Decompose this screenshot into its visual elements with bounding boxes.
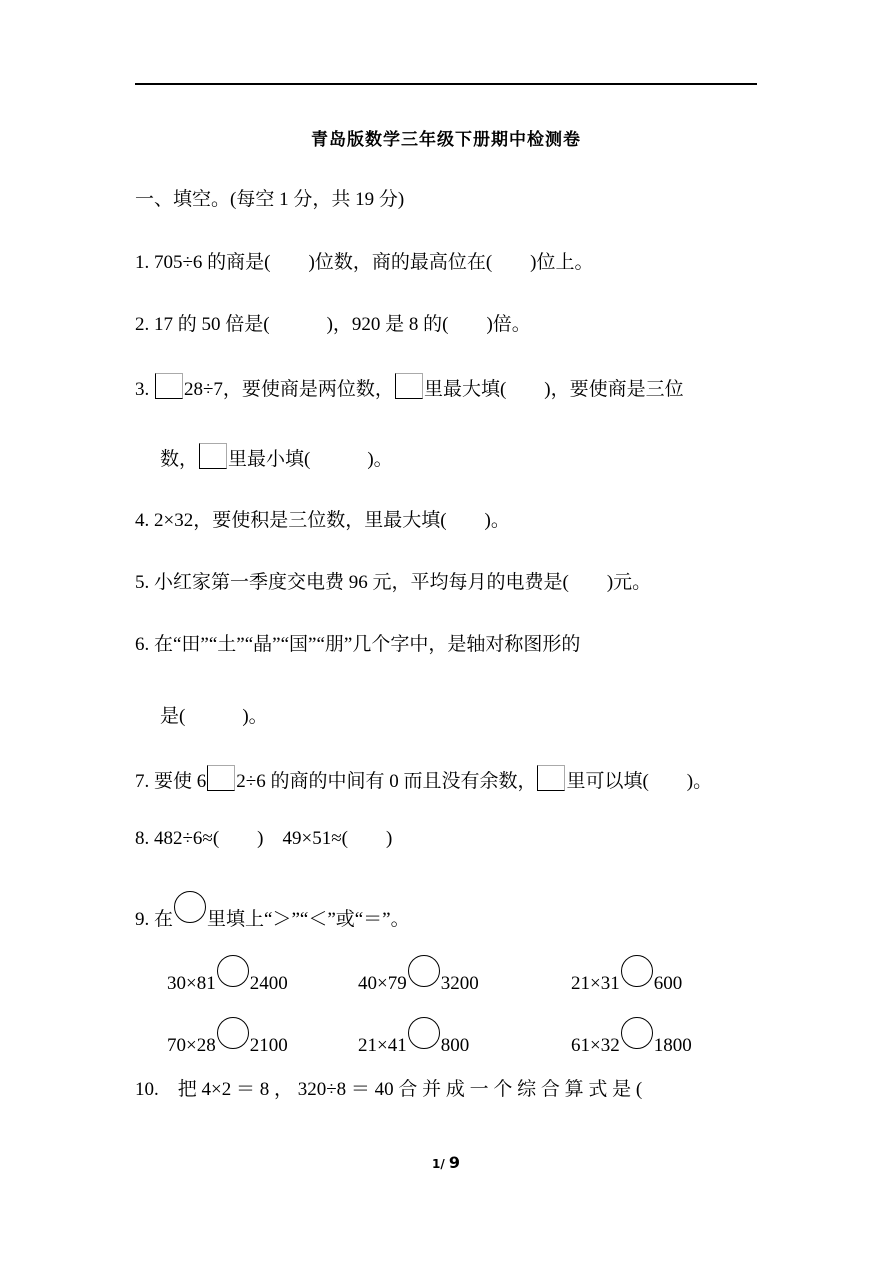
- answer-box[interactable]: [395, 373, 423, 399]
- compare-circle[interactable]: [217, 955, 249, 987]
- compare-circle[interactable]: [217, 1017, 249, 1049]
- question-10: 10. 把 4×2 ＝ 8 ， 320÷8 ＝ 40 合 并 成 一 个 综 合 算 式 是 (: [135, 1079, 643, 1100]
- section-heading: 一、填空。(每空 1 分，共 19 分): [135, 189, 405, 210]
- question-2: 2. 17 的 50 倍是( )，920 是 8 的( )倍。: [135, 314, 531, 335]
- compare-circle[interactable]: [408, 1017, 440, 1049]
- compare-item: 40×79 3200: [358, 955, 479, 996]
- compare-item: 21×31 600: [571, 955, 682, 996]
- question-1: 1. 705÷6 的商是( )位数，商的最高位在( )位上。: [135, 252, 594, 273]
- question-3-line-1: 3. 28÷7，要使商是两位数， 里最大填( )，要使商是三位: [135, 373, 684, 402]
- compare-item: 21×41 800: [358, 1017, 469, 1058]
- compare-item: 30×81 2400: [167, 955, 288, 996]
- question-8: 8. 482÷6≈( ) 49×51≈( ): [135, 828, 393, 849]
- question-7: 7. 要使 6 2÷6 的商的中间有 0 而且没有余数， 里可以填( )。: [135, 765, 712, 794]
- compare-circle[interactable]: [621, 1017, 653, 1049]
- question-6-line-1: 6. 在“田”“土”“晶”“国”“朋”几个字中，是轴对称图形的: [135, 634, 581, 655]
- compare-circle[interactable]: [621, 955, 653, 987]
- question-5: 5. 小红家第一季度交电费 96 元，平均每月的电费是( )元。: [135, 572, 652, 593]
- answer-box[interactable]: [207, 765, 235, 791]
- answer-box[interactable]: [155, 373, 183, 399]
- compare-item: 61×32 1800: [571, 1017, 692, 1058]
- question-6-line-2: 是( )。: [160, 706, 268, 727]
- compare-circle[interactable]: [174, 891, 206, 923]
- page-title: 青岛版数学三年级下册期中检测卷: [311, 130, 581, 150]
- compare-item: 70×28 2100: [167, 1017, 288, 1058]
- header-rule: [135, 83, 757, 85]
- page-number: 1/ 9: [431, 1153, 461, 1172]
- answer-box[interactable]: [199, 443, 227, 469]
- question-3-line-2: 数， 里最小填( )。: [160, 443, 393, 472]
- answer-box[interactable]: [537, 765, 565, 791]
- compare-circle[interactable]: [408, 955, 440, 987]
- question-9: 9. 在 里填上“＞”“＜”或“＝”。: [135, 891, 410, 932]
- question-4: 4. 2×32，要使积是三位数，里最大填( )。: [135, 510, 510, 531]
